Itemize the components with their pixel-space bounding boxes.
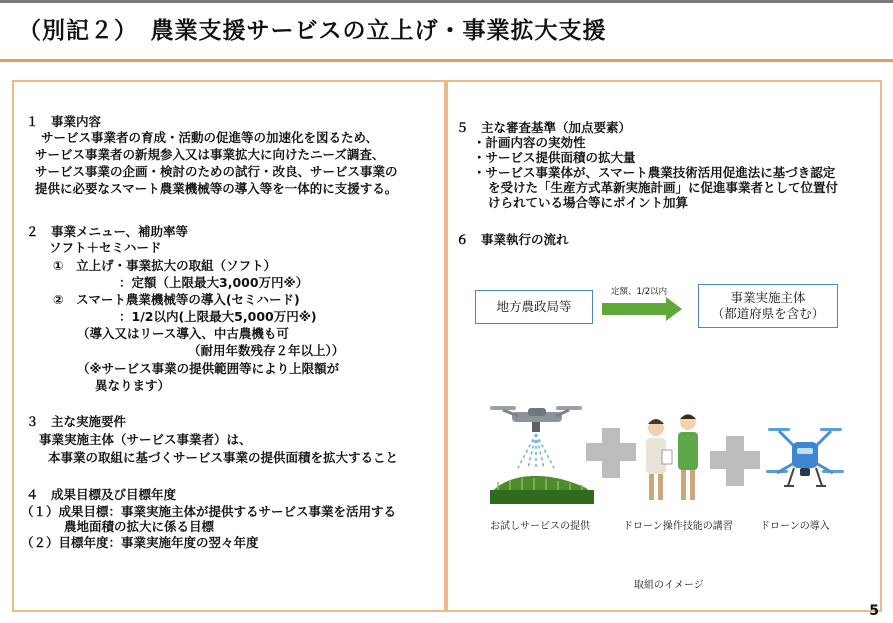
section5-line: ・サービス事業体が、スマート農業技術活用促進法に基づき認定: [473, 165, 836, 180]
section1-line: サービス事業者の新規参入又は事業拡大に向けたニーズ調査、: [35, 147, 385, 162]
illustration-caption-2: ドローン操作技能の講習: [623, 521, 733, 532]
section2-heading: ２ 事業メニュー、補助率等: [26, 224, 189, 239]
section5-line: を受けた「生産方式革新実施計画」に促進事業者として位置付: [488, 180, 839, 195]
page-number: 5: [869, 603, 879, 619]
illustration-caption-1: お試しサービスの提供: [490, 521, 590, 532]
section2-line: （耐用年数残存２年以上））: [188, 343, 345, 358]
flow-arrow-label: 定額、1/2以内: [611, 287, 668, 297]
section4-line: 農地面積の拡大に係る目標: [64, 519, 215, 534]
section3-line: 本事業の取組に基づくサービス事業の提供面積を拡大すること: [48, 450, 399, 465]
section1-heading: １ 事業内容: [26, 114, 102, 129]
section2-line: ：定額（上限最大3,000万円※）: [119, 275, 309, 290]
section5-heading: ５ 主な審査基準（加点要素）: [456, 120, 632, 135]
instructor-people-icon: [638, 410, 710, 506]
section1-line: 提供に必要なスマート農業機械等の導入等を一体的に支援する。: [35, 181, 398, 196]
section2-line: ① 立上げ・事業拡大の取組（ソフト）: [53, 258, 277, 273]
plus-icon: [586, 428, 636, 478]
blue-drone-icon: [764, 420, 846, 502]
section2-line: ソフト＋セミハード: [49, 240, 162, 255]
section2-line: ② スマート農業機械等の導入(セミハード): [53, 292, 300, 307]
section2-line: ：1/2以内(上限最大5,000万円※): [119, 309, 317, 324]
section2-line: （導入又はリース導入、中古農機も可: [77, 326, 289, 341]
section5-line: ・サービス提供面積の拡大量: [473, 150, 636, 165]
section3-line: 事業実施主体（サービス事業者）は、: [39, 432, 252, 447]
section5-line: けられている場合等にポイント加算: [488, 195, 689, 210]
section6-heading: ６ 事業執行の流れ: [456, 232, 569, 247]
page-title: （別記２） 農業支援サービスの立上げ・事業拡大支援: [18, 18, 607, 44]
plus-icon: [710, 436, 760, 486]
flow-arrow-icon: [602, 297, 684, 321]
flow-to-box: 事業実施主体 （都道府県を含む）: [698, 284, 838, 328]
section4-line: （１）成果目標：事業実施主体が提供するサービス事業を活用する: [21, 504, 397, 519]
illustration-title: 取組のイメージ: [634, 580, 704, 591]
section4-heading: ４ 成果目標及び目標年度: [26, 487, 177, 502]
section1-line: サービス事業者の育成・活動の促進等の加速化を図るため、: [41, 130, 379, 145]
section1-line: サービス事業の企画・検討のための試行・改良、サービス事業の: [35, 164, 398, 179]
flow-from-box: 地方農政局等: [475, 290, 593, 324]
section3-heading: ３ 主な実施要件: [26, 414, 127, 429]
section5-line: ・計画内容の実効性: [473, 135, 586, 150]
section4-line: （２）目標年度：事業実施年度の翌々年度: [21, 535, 259, 550]
section2-line: （※サービス事業の提供範囲等により上限額が: [77, 361, 340, 376]
illustration-caption-3: ドローンの導入: [760, 521, 830, 532]
section2-line: 異なります）: [95, 378, 171, 393]
spraying-drone-icon: [488, 398, 598, 508]
top-bar: [0, 0, 893, 3]
title-rule: [0, 59, 893, 62]
